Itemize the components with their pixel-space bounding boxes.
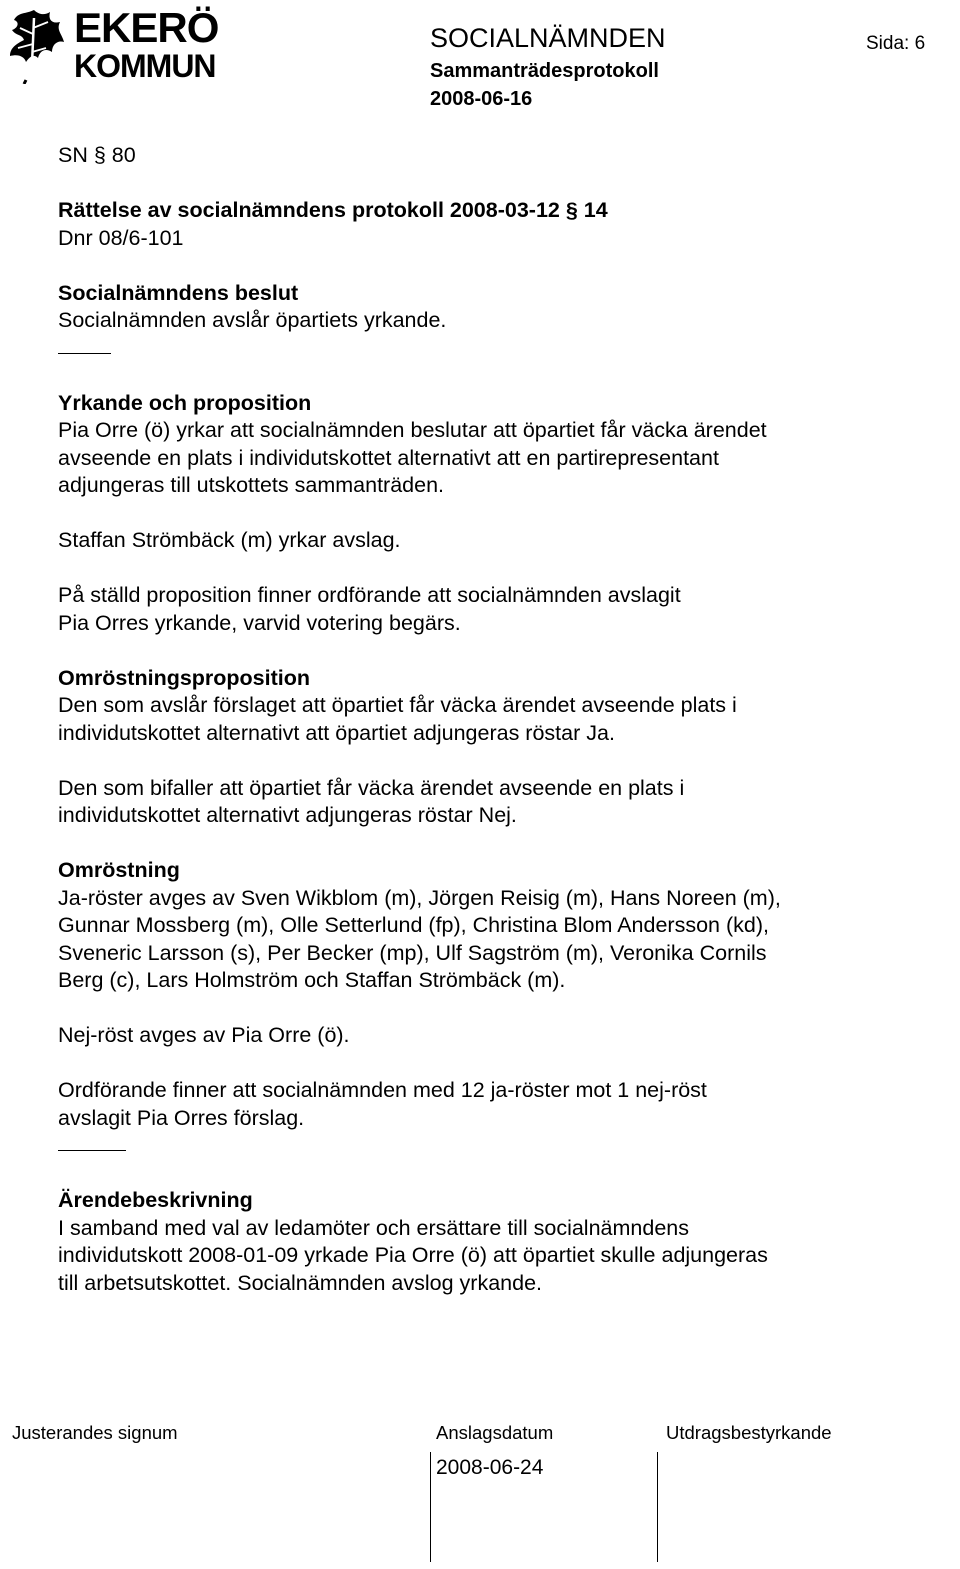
proposal-line: adjungeras till utskottets sammanträden.: [58, 473, 445, 497]
vote-heading: Omröstning: [58, 858, 180, 882]
separator: [58, 1132, 918, 1160]
no-vote: Nej-röst avges av Pia Orre (ö).: [58, 1023, 350, 1047]
separator-line: [58, 1150, 126, 1151]
proposal-outcome-line: Pia Orres yrkande, varvid votering begärs.: [58, 610, 461, 635]
extract-certification-label: Utdragsbestyrkande: [666, 1422, 832, 1443]
item-heading: Rättelse av socialnämndens protokoll 2008-03-12 § 14: [58, 198, 608, 222]
proposal-line: Pia Orre (ö) yrkar att socialnämnden beslutar att öpartiet får väcka ärendet: [58, 418, 767, 442]
yes-votes-line: Sveneric Larsson (s), Per Becker (mp), Ulf Sagström (m), Veronika Cornils: [58, 940, 767, 965]
decision-text: Socialnämnden avslår öpartiets yrkande.: [58, 308, 447, 332]
separator: [58, 335, 918, 363]
proposal-line: avseende en plats i individutskottet alternativt att en partirepresentant: [58, 445, 719, 470]
posted-date-label: Anslagsdatum: [436, 1422, 554, 1443]
proposal-heading: Yrkande och proposition: [58, 390, 312, 415]
case-description-line: till arbetsutskottet. Socialnämnden avslog yrkande.: [58, 1270, 543, 1295]
yes-votes-line: Berg (c), Lars Holmström och Staffan Strömbäck (m).: [58, 968, 566, 992]
logo-wordmark-top: EKERÖ: [74, 4, 219, 51]
municipality-logo: [4, 4, 234, 86]
footer-divider: [430, 1452, 431, 1562]
meeting-date: 2008-06-16: [430, 88, 533, 110]
vote-proposition-line: Den som avslår förslaget att öpartiet får väcka ärendet avseende plats i: [58, 693, 737, 717]
vote-proposition-line: individutskottet alternativt adjungeras röstar Nej.: [58, 803, 517, 827]
signum-label: Justerandes signum: [12, 1422, 178, 1443]
posted-date: 2008-06-24: [436, 1456, 544, 1479]
case-description-line: individutskott 2008-01-09 yrkade Pia Orre (ö) att öpartiet skulle adjungeras: [58, 1243, 768, 1267]
protocol-body: [58, 142, 918, 1297]
case-number: Dnr 08/6-101: [58, 225, 184, 250]
vote-proposition-line: individutskottet alternativt att öpartiet adjungeras röstar Ja.: [58, 720, 615, 745]
document-type: Sammanträdesprotokoll: [430, 60, 659, 82]
separator-line: [58, 353, 111, 354]
vote-proposition-heading: Omröstningsproposition: [58, 665, 311, 690]
decision-heading: Socialnämndens beslut: [58, 280, 299, 305]
committee-title: SOCIALNÄMNDEN: [430, 23, 666, 53]
proposal-outcome-line: På ställd proposition finner ordförande att socialnämnden avslagit: [58, 583, 681, 607]
page-number: Sida: 6: [866, 33, 926, 54]
yes-votes-line: Gunnar Mossberg (m), Olle Setterlund (fp), Christina Blom Andersson (kd),: [58, 913, 769, 937]
oak-leaf-icon: [4, 4, 70, 84]
yes-votes-line: Ja-röster avges av Sven Wikblom (m), Jörgen Reisig (m), Hans Noreen (m),: [58, 885, 781, 910]
vote-proposition-line: Den som bifaller att öpartiet får väcka ärendet avseende en plats i: [58, 775, 685, 800]
vote-result-line: avslagit Pia Orres förslag.: [58, 1105, 305, 1130]
rejection-motion: Staffan Strömbäck (m) yrkar avslag.: [58, 528, 401, 552]
logo-wordmark-bottom: KOMMUN: [74, 48, 216, 84]
case-description-heading: Ärendebeskrivning: [58, 1188, 253, 1212]
case-description-line: I samband med val av ledamöter och ersättare till socialnämndens: [58, 1215, 689, 1240]
section-id: SN § 80: [58, 143, 136, 167]
vote-result-line: Ordförande finner att socialnämnden med 12 ja-röster mot 1 nej-röst: [58, 1078, 707, 1102]
footer-divider: [657, 1452, 658, 1562]
